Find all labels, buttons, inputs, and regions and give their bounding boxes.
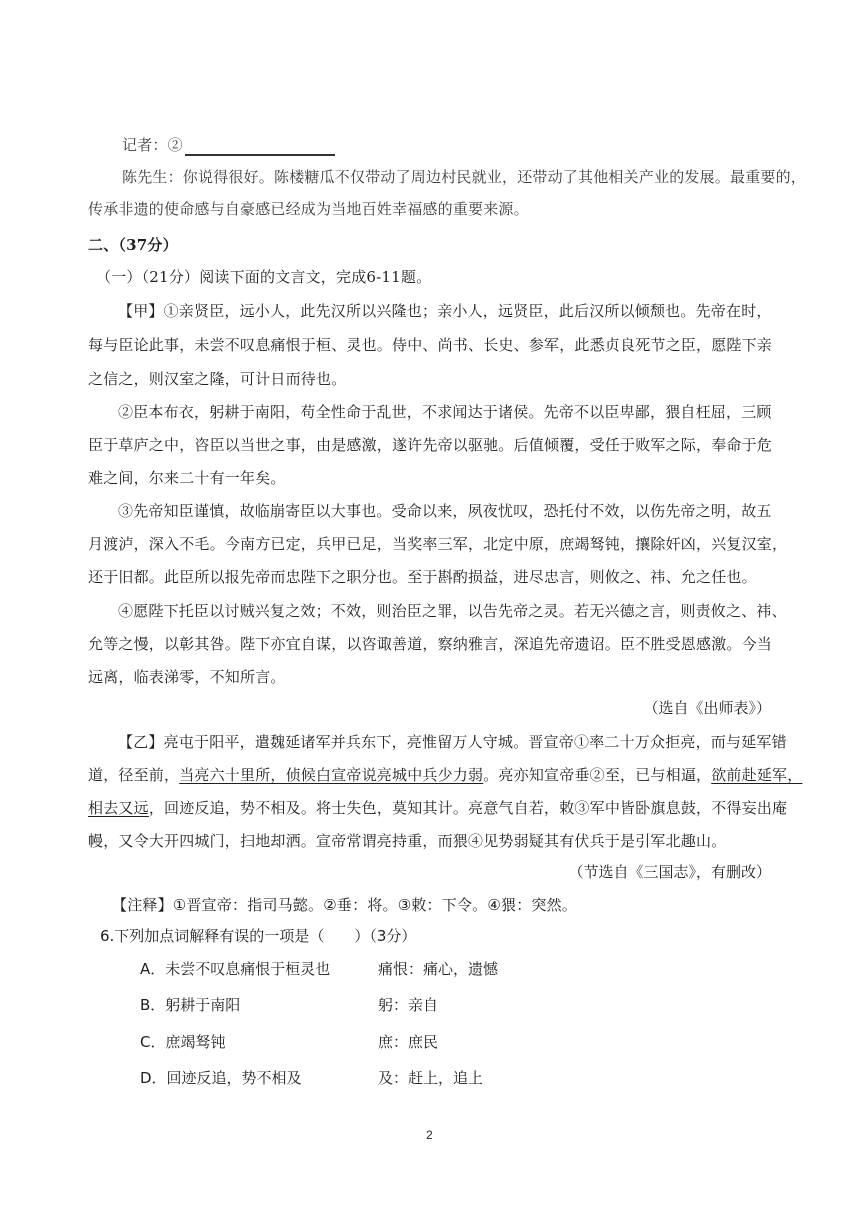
jia-p2-l1: ②臣本布衣，躬耕于南阳，苟全性命于乱世，不求闻达于诸侯。先帝不以臣卑鄙，猥自枉屈，三顾: [118, 403, 772, 421]
jia-p4-l2: 允等之慢，以彰其咎。陛下亦宜自谋，以咨诹善道，察纳雅言，深追先帝遗诏。臣不胜受恩感激。今当: [88, 635, 773, 653]
yi-l3: [88, 797, 787, 819]
option-b-label[interactable]: B．躬耕于南阳: [140, 996, 241, 1014]
jia-p3-l1: ③先帝知臣谨慎，故临崩寄臣以大事也。受命以来，夙夜忧叹，恐托付不效，以伤先帝之明，故五: [118, 502, 772, 520]
jia-source: （选自《出师表》）: [643, 699, 771, 717]
option-c-label[interactable]: C．庶竭驽钝: [140, 1033, 226, 1051]
option-d-label[interactable]: D．回迹反追，势不相及: [140, 1069, 302, 1087]
jia-p4-l3: 远离，临表涕零，不知所言。: [88, 668, 286, 686]
yi-source: （节选自《三国志》，有删改）: [568, 863, 771, 881]
yi-l4: 幔，又令大开四城门，扫地却洒。宣帝常谓亮持重，而猥④见势弱疑其有伏兵于是引军北趣山。: [88, 832, 727, 850]
yi-l2-underlined: 当亮六十里所，侦候白宣帝说亮城中兵少力弱: [179, 766, 484, 784]
section-title: 二、（37分）: [88, 236, 178, 254]
jia-p3-l2: 月渡泸，深入不毛。今南方已定，兵甲已足，当奖率三军，北定中原，庶竭驽钝，攘除奸凶，兴复汉室，: [88, 535, 788, 553]
chen-reply-line1: 陈先生：你说得很好。陈楼糖瓜不仅带动了周边村民就业，还带动了其他相关产业的发展。最重要的，: [122, 168, 807, 186]
jia-p3-l3: 还于旧都。此臣所以报先帝而忠陛下之职分也。至于斟酌损益，进尽忠言，则攸之、祎、允之任也。: [88, 568, 757, 586]
option-c-answer: 庶：庶民: [378, 1033, 439, 1051]
option-b-answer: 躬：亲自: [378, 996, 439, 1014]
reporter-label: 记者：②: [122, 136, 183, 154]
yi-l3-underlined: 相去又远: [88, 799, 149, 817]
page-number: 2: [426, 1128, 433, 1142]
section-sub: （一）（21分）阅读下面的文言文，完成6-11题。: [96, 268, 432, 286]
answer-blank[interactable]: [185, 138, 335, 156]
jia-p2-l3: 难之间，尔来二十有一年矣。: [88, 469, 286, 487]
yi-l2a: 道，径至前，: [88, 766, 180, 784]
yi-l2: [88, 764, 802, 786]
question6-stem: 6.下列加点词解释有误的一项是（ ）（3分）: [100, 927, 417, 945]
yi-l2-underlined2: 欲前赴延军，: [711, 766, 803, 784]
jia-p4-l1: ④愿陛下托臣以讨贼兴复之效；不效，则治臣之罪，以告先帝之灵。若无兴德之言，则责攸之、祎、: [118, 602, 787, 620]
yi-l3b: ，回迹反追，势不相及。将士失色，莫知其计。亮意气自若，敕③军中皆卧旗息鼓，不得妄出庵: [148, 799, 788, 817]
jia-p1-l1: 【甲】①亲贤臣，远小人，此先汉所以兴隆也；亲小人，远贤臣，此后汉所以倾颓也。先帝在时，: [118, 302, 772, 320]
jia-p2-l2: 臣于草庐之中，咨臣以当世之事，由是感激，遂许先帝以驱驰。后值倾覆，受任于败军之际，奉命于危: [88, 436, 773, 454]
reporter-line: [122, 134, 335, 156]
notes: 【注释】①晋宣帝：指司马懿。②垂：将。③敕：下令。④猥：突然。: [112, 896, 577, 914]
yi-l1: 【乙】亮屯于阳平，遣魏延诸军并兵东下，亮惟留万人守城。晋宣帝①率二十万众拒亮，而与延军错: [118, 733, 787, 751]
chen-reply-line2: 传承非遗的使命感与自豪感已经成为当地百姓幸福感的重要来源。: [88, 200, 529, 218]
jia-p1-l2: 每与臣论此事，未尝不叹息痛恨于桓、灵也。侍中、尚书、长史、参军，此悉贞良死节之臣，愿陛下亲: [88, 336, 773, 354]
jia-p1-l3: 之信之，则汉室之隆，可计日而待也。: [88, 370, 347, 388]
option-a-answer: 痛恨：痛心，遗憾: [378, 960, 499, 978]
option-d-answer: 及：赶上，追上: [378, 1069, 484, 1087]
option-a-label[interactable]: A．未尝不叹息痛恨于桓灵也: [140, 960, 331, 978]
yi-l2b: 。亮亦知宣帝垂②至，已与相逼，: [483, 766, 712, 784]
